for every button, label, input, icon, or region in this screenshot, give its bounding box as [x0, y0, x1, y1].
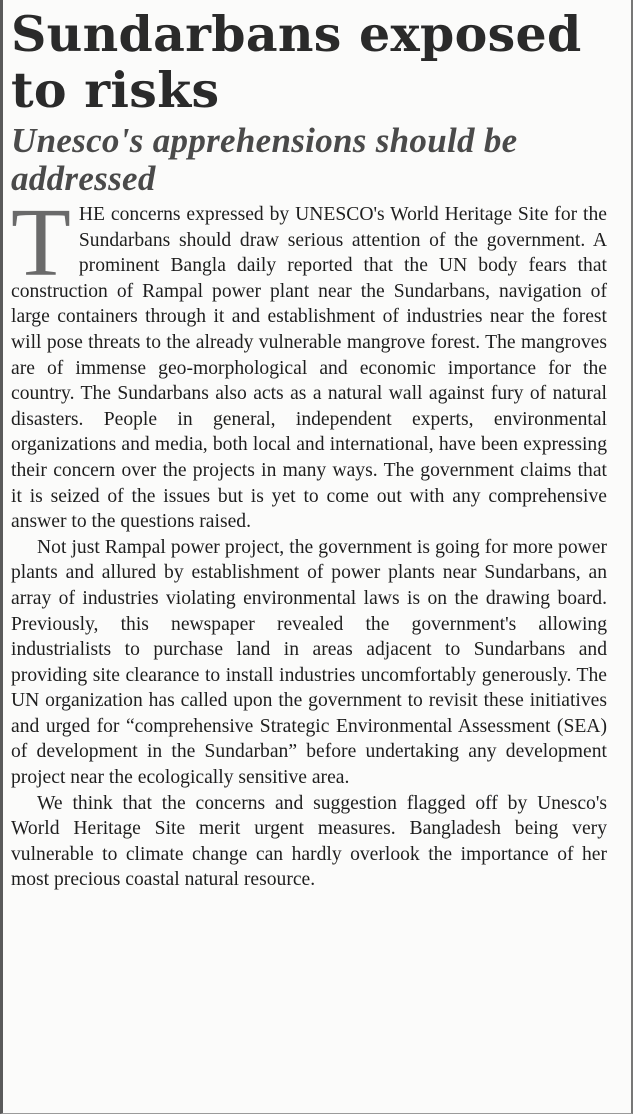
paragraph-3: We think that the concerns and suggestion flagged off by Unesco's World Heritage Site merit urgent measures. Bangladesh being very vulnerable to climate change can hardly overlook the importance of her most precious coastal natural resource.: [11, 792, 607, 891]
article-body: [11, 189, 607, 893]
paragraph-1: [11, 189, 607, 535]
drop-cap: T: [11, 189, 71, 297]
paragraph-2: Not just Rampal power project, the government is going for more power plants and allured by establishment of power plants near Sundarbans, an array of industries violating environmental laws is on the drawing board. Previously, this newspaper revealed the government's allowing industrialists to purchase land in areas adjacent to Sundarbans and providing site clearance to install industries uncomfortably generously. The UN organization has called upon the government to revisit these initiatives and urged for “comprehensive Strategic Environmental Assessment (SEA) of development in the Sundarban” before undertaking any development project near the ecologically sensitive area.: [11, 536, 607, 789]
subheadline: Unesco's apprehensions should be addressed: [11, 121, 518, 198]
paragraph-1-text: HE concerns expressed by UNESCO's World Heritage Site for the Sundarbans should draw serious attention of the government. A prominent Bangla daily reported that the UN body fears that construction of Rampal power plant near the Sundarbans, navigation of large containers through it and establishment of industries near the forest will pose threats to the already vulnerable mangrove forest. The mangroves are of immense geo-morphological and economic importance for the country. The Sundarbans also acts as a natural wall against fury of natural disasters. People in general, independent experts, environmental organizations and media, both local and international, have been expressing their concern over the projects in many ways. The government claims that it is seized of the issues but is yet to come out with any comprehensive answer to the questions raised.: [11, 204, 607, 533]
headline: Sundarbans exposed to risks: [11, 5, 582, 119]
